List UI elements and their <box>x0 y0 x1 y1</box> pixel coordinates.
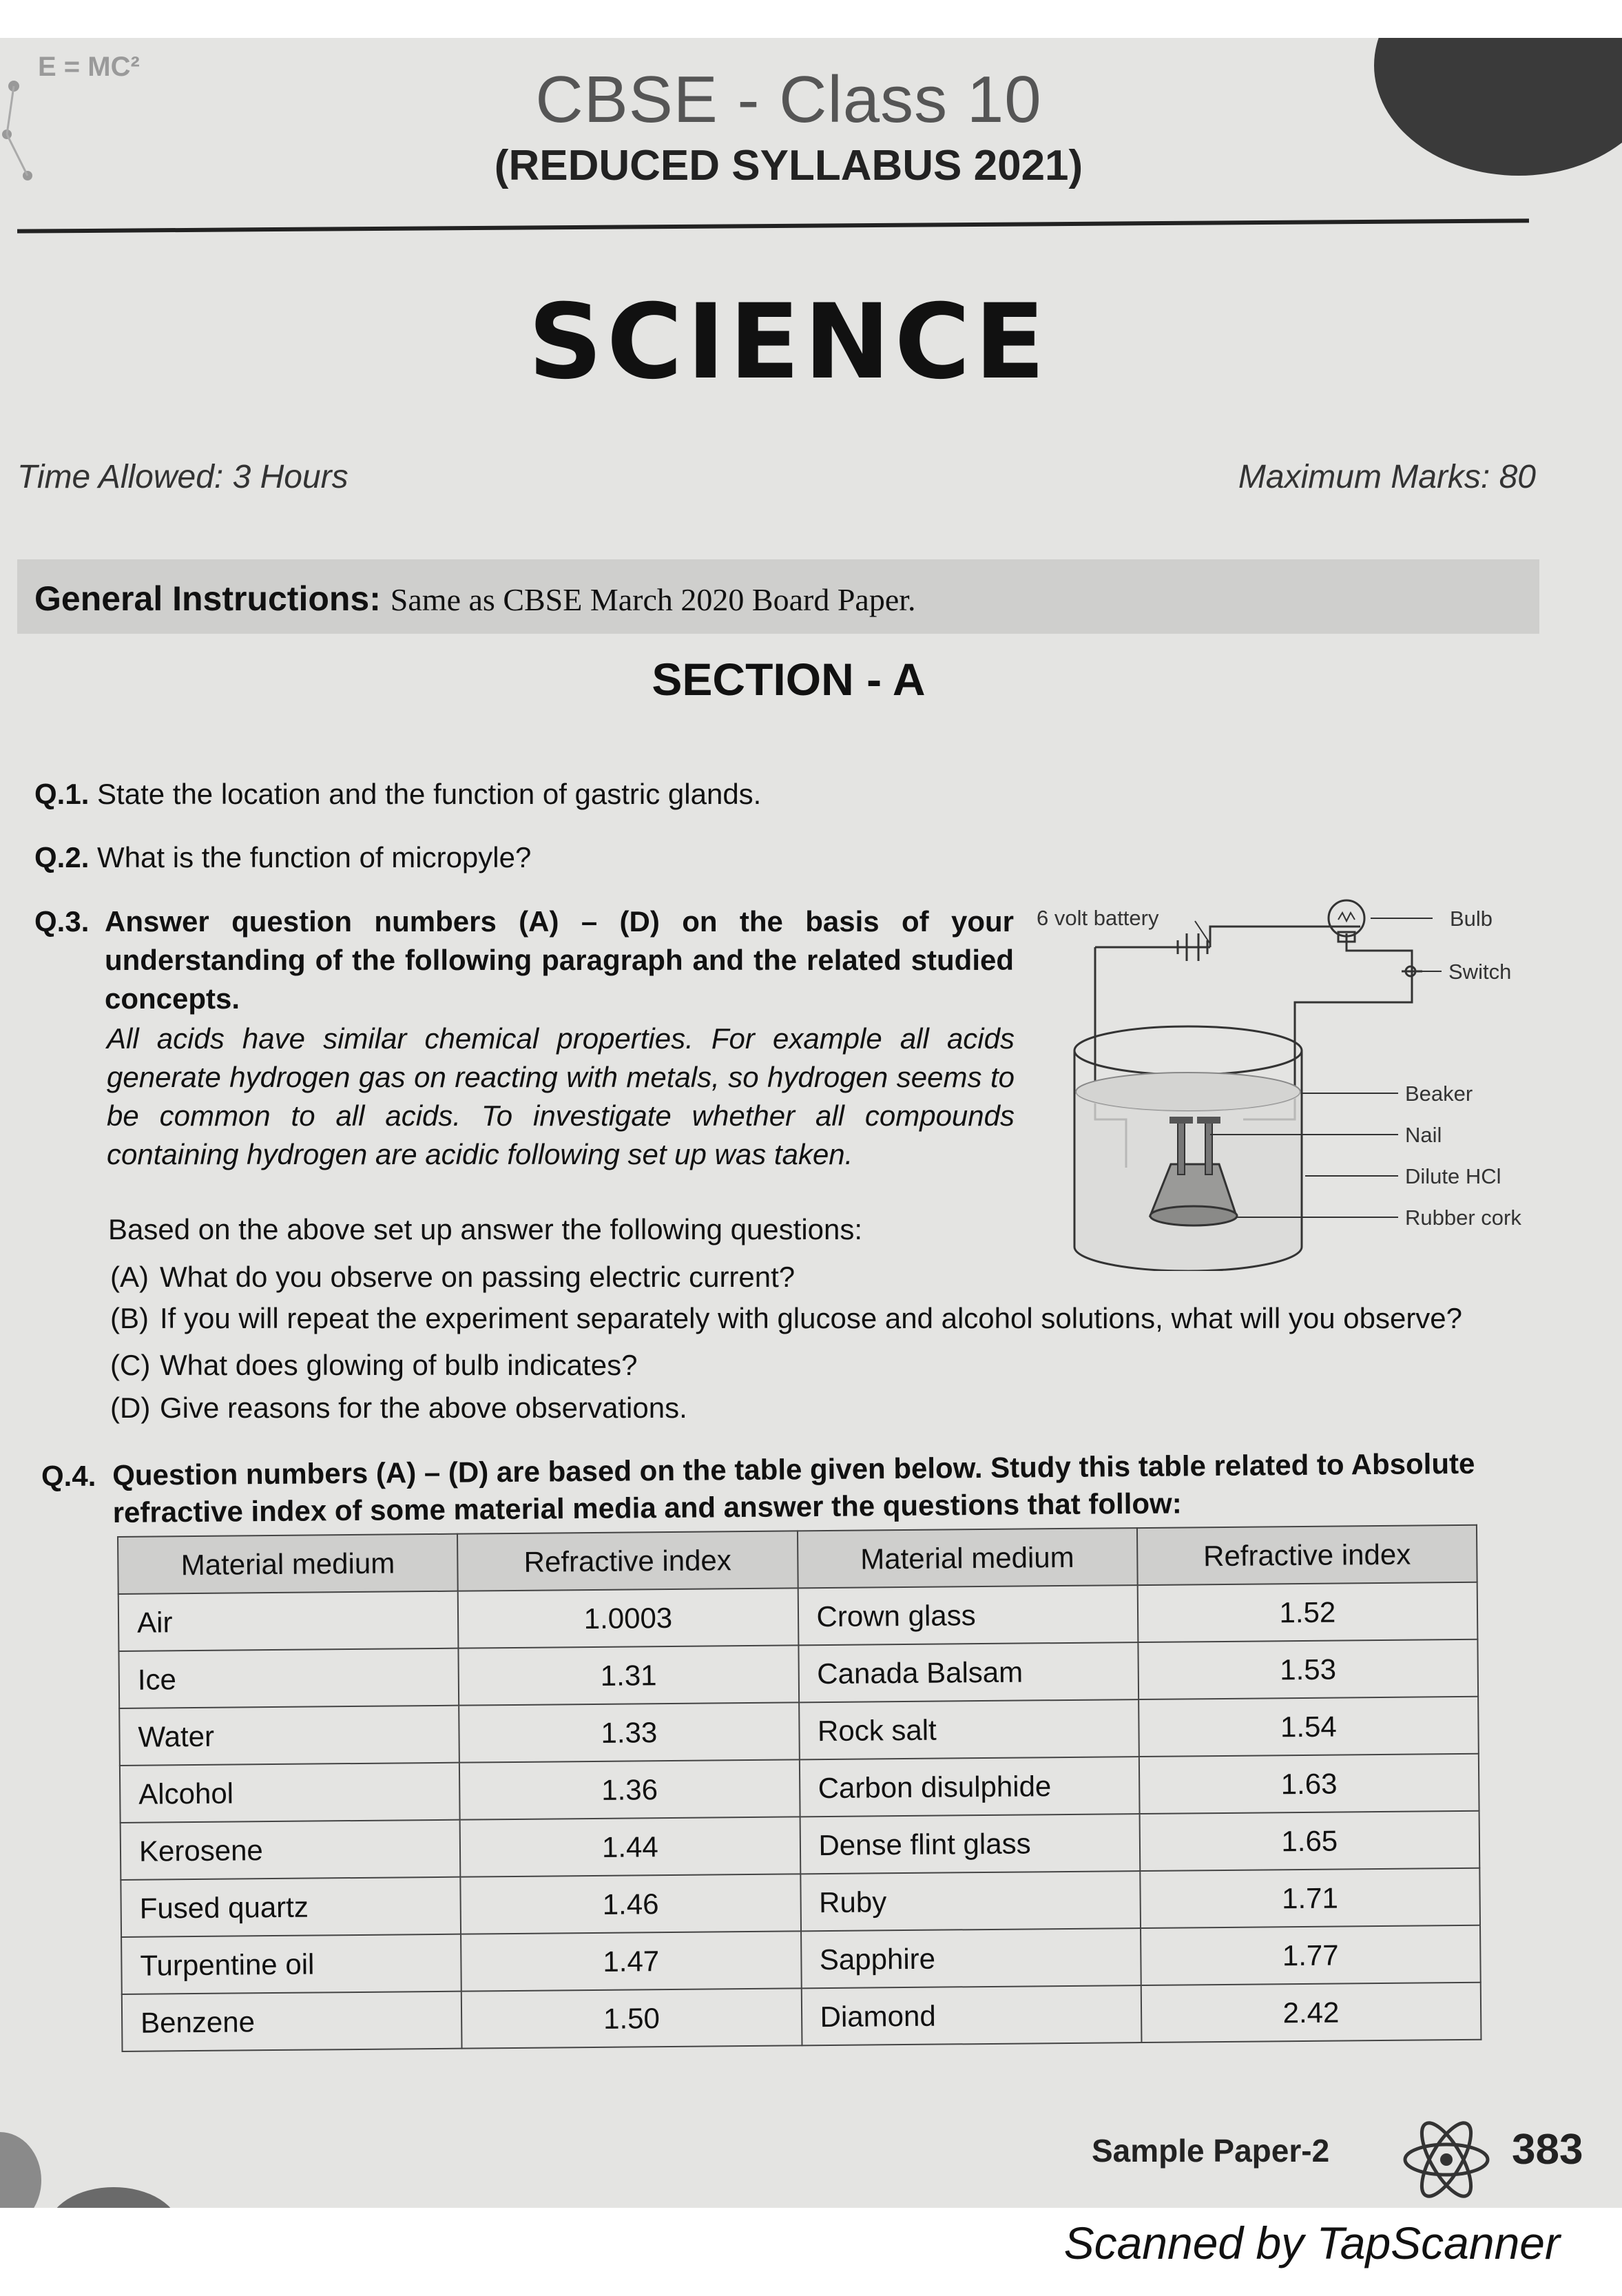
header-divider <box>17 218 1529 233</box>
question-number: Q.1. <box>34 778 90 810</box>
maximum-marks: Maximum Marks: 80 <box>1238 459 1536 495</box>
section-heading: SECTION - A <box>652 654 926 705</box>
label-dilute-hcl: Dilute HCl <box>1405 1164 1501 1188</box>
option-d: (D) Give reasons for the above observations. <box>110 1392 687 1424</box>
subject-title: SCIENCE <box>528 282 1050 402</box>
question-text: What is the function of micropyle? <box>97 841 532 873</box>
table-row: Kerosene 1.44 Dense flint glass 1.65 <box>121 1811 1480 1880</box>
table-row: Alcohol 1.36 Carbon disulphide 1.63 <box>120 1754 1479 1823</box>
label-battery: 6 volt battery <box>1037 906 1159 930</box>
question-number: Q.2. <box>34 841 90 873</box>
question-4-number: Q.4. <box>41 1460 96 1492</box>
table-row: Water 1.33 Rock salt 1.54 <box>119 1697 1479 1766</box>
question-text: State the location and the function of gastric glands. <box>97 778 762 810</box>
question-3-options <box>110 1256 1557 1429</box>
label-nail: Nail <box>1405 1123 1442 1147</box>
question-1 <box>34 775 1536 814</box>
option-b: (B) If you will repeat the experiment separately with glucose and alcohol solutions, what will you observe? <box>110 1302 1463 1334</box>
scanner-watermark: Scanned by TapScanner <box>1063 2217 1560 2268</box>
bulb-icon <box>1329 900 1364 942</box>
label-beaker: Beaker <box>1405 1082 1473 1106</box>
corner-formula: E = MC² <box>38 52 140 82</box>
question-3-head: Answer question numbers (A) – (D) on the basis of your understanding of the following paragraph and the related studied concepts. <box>105 905 1014 1015</box>
option-a: (A) What do you observe on passing electric current? <box>110 1261 796 1293</box>
page-number: 383 <box>1512 2126 1583 2173</box>
question-3-paragraph: All acids have similar chemical properties. For example all acids generate hydrogen gas on reacting with metals, so hydrogen seems to be common to all acids. To investigate whether all compounds containing hydrogen are acidic following set up was taken. <box>107 1022 1015 1170</box>
electrolysis-setup-diagram <box>1030 892 1553 1271</box>
col-header: Material medium <box>797 1528 1137 1588</box>
label-switch: Switch <box>1448 960 1512 984</box>
question-2 <box>34 838 1536 877</box>
atom-icon <box>1398 2111 1495 2208</box>
table-row: Ice 1.31 Canada Balsam 1.53 <box>118 1640 1478 1708</box>
question-3-based-on: Based on the above set up answer the following questions: <box>108 1213 863 1245</box>
finger-shadow <box>48 2187 179 2208</box>
question-4-text: Question numbers (A) – (D) are based on the table given below. Study this table related to Absolute refractive index of some material media and answer the questions that follow: <box>112 1447 1475 1529</box>
exam-title: CBSE - Class 10 <box>535 63 1042 136</box>
table-row: Air 1.0003 Crown glass 1.52 <box>118 1582 1478 1651</box>
instructions-text: Same as CBSE March 2020 Board Paper. <box>390 582 916 617</box>
general-instructions <box>34 579 916 619</box>
label-bulb: Bulb <box>1450 907 1493 931</box>
sample-paper-label: Sample Paper-2 <box>1092 2133 1330 2169</box>
time-allowed: Time Allowed: 3 Hours <box>17 459 349 495</box>
finger-shadow <box>0 2132 41 2208</box>
instructions-label: General Instructions: <box>34 579 381 618</box>
table-row: Fused quartz 1.46 Ruby 1.71 <box>121 1868 1480 1937</box>
col-header: Refractive index <box>457 1531 798 1591</box>
table-row: Turpentine oil 1.47 Sapphire 1.77 <box>121 1925 1481 1994</box>
option-c: (C) What does glowing of bulb indicates? <box>110 1349 638 1381</box>
table-row: Benzene 1.50 Diamond 2.42 <box>122 1983 1481 2051</box>
exam-subtitle: (REDUCED SYLLABUS 2021) <box>494 142 1083 189</box>
refractive-index-table <box>117 1524 1481 2052</box>
col-header: Material medium <box>118 1534 458 1594</box>
col-header: Refractive index <box>1137 1525 1477 1585</box>
scanned-page <box>0 38 1622 2208</box>
label-rubber-cork: Rubber cork <box>1405 1206 1521 1230</box>
question-3-number: Q.3. <box>34 905 90 938</box>
